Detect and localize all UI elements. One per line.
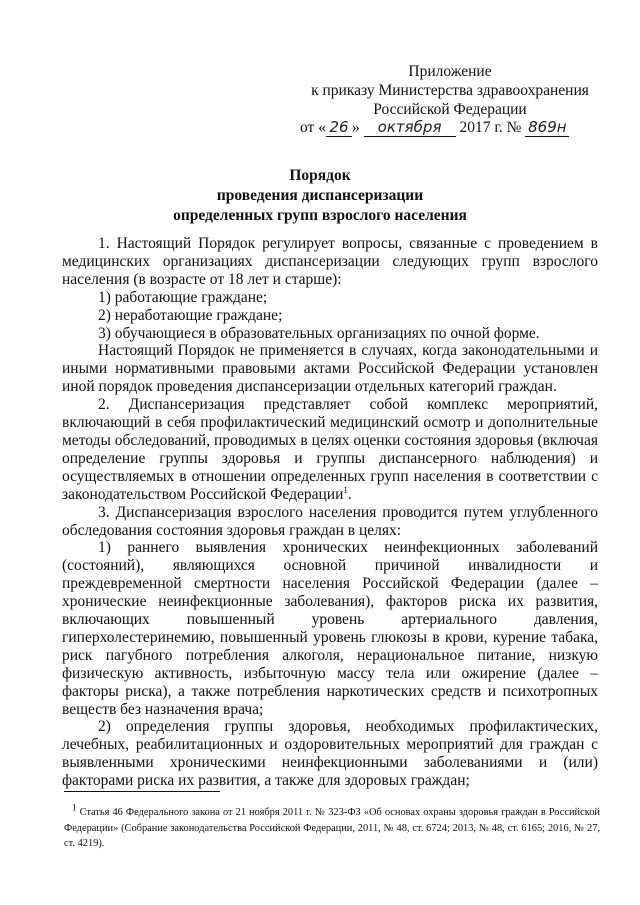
title-line-3: определенных групп взрослого населения (173, 207, 467, 224)
title-line-1: Порядок (289, 167, 351, 184)
order-country: Российской Федерации (373, 101, 527, 118)
paragraph-2 (62, 396, 598, 503)
footnote-divider (64, 791, 220, 792)
paragraph-2-text: 2. Диспансеризация представляет собой комплекс мероприятий, включающий в себя профилактический медицинский осмотр и дополнительные методы обследований, проводимых в целях оценки состояния здоровья (включая определение группы здоровья и группы диспансерного наблюдения) и осуществляемых в отношении определенных групп населения в соответствии с законодательством Российской Федерации (62, 396, 598, 503)
footnote-text: Статья 46 Федерального закона от 21 ноября 2011 г. № 323-ФЗ «Об основах охраны здоровья граждан в Российской Федерации» (Собрание законодательства Российской Федерации, 2011, № 48, ст. 6724; 2013, № 48, ст. 6165; 2016, № 27, ст. 4219). (64, 807, 600, 849)
paragraph-1: 1. Настоящий Порядок регулирует вопросы, связанные с проведением в медицинских организациях диспансеризации следующих групп взрослого населения (в возрасте от 18 лет и старше): (62, 235, 598, 288)
appendix-label: Приложение (408, 63, 492, 80)
order-quote-close: » (351, 119, 360, 136)
order-month: октября (364, 118, 456, 137)
paragraph-3-item-2: 2) определения группы здоровья, необходимых профилактических, лечебных, реабилитационных и оздоровительных мероприятий для граждан с выявленными хроническими неинфекционными заболеваниями и (или) факторами риска их развития, а также для здоровых граждан; (62, 718, 598, 790)
paragraph-3: 3. Диспансеризация взрослого населения проводится путем углубленного обследования состояния здоровья граждан в целях: (62, 503, 598, 539)
order-number: 869н (525, 118, 569, 137)
footnote-ref[interactable]: 1 (343, 484, 348, 495)
order-ministry: к приказу Министерства здравоохранения (311, 82, 589, 99)
paragraph-3-item-1: 1) раннего выявления хронических неинфекционных заболеваний (состояний), являющихся основной причиной инвалидности и преждевременной смертности населения Российской Федерации (далее – хронические неинфекционные заболевания), факторов риска их развития, включающих повышенный уровень артериального давления, гиперхолестеринемию, повышенный уровень глюкозы в крови, курение табака, риск пагубного потребления алкоголя, нерациональное питание, низкую физическую активность, избыточную массу тела или ожирение (далее – факторы риска), а также потребления наркотических средств и психотропных веществ без назначения врача; (62, 539, 598, 718)
order-year: 2017 г. № (459, 119, 522, 136)
paragraph-2-end: . (347, 485, 352, 503)
footnote-marker: 1 (72, 802, 77, 813)
list-item-1: 1) работающие граждане; (98, 288, 268, 306)
document-body (62, 235, 598, 790)
order-day: 26 (326, 118, 352, 137)
order-date-line (300, 118, 569, 137)
appendix-header (290, 62, 610, 119)
list-item-3: 3) обучающиеся в образовательных организациях по очной форме. (98, 324, 540, 342)
list-item-2: 2) неработающие граждане; (98, 306, 283, 324)
order-prefix: от « (300, 119, 326, 136)
paragraph-1-note: Настоящий Порядок не применяется в случаях, когда законодательными и иными нормативными правовыми актами Российской Федерации установлен иной порядок проведения диспансеризации отдельных категорий граждан. (62, 342, 598, 396)
footnote (64, 802, 600, 852)
document-title (0, 166, 640, 226)
title-line-2: проведения диспансеризации (216, 187, 424, 204)
